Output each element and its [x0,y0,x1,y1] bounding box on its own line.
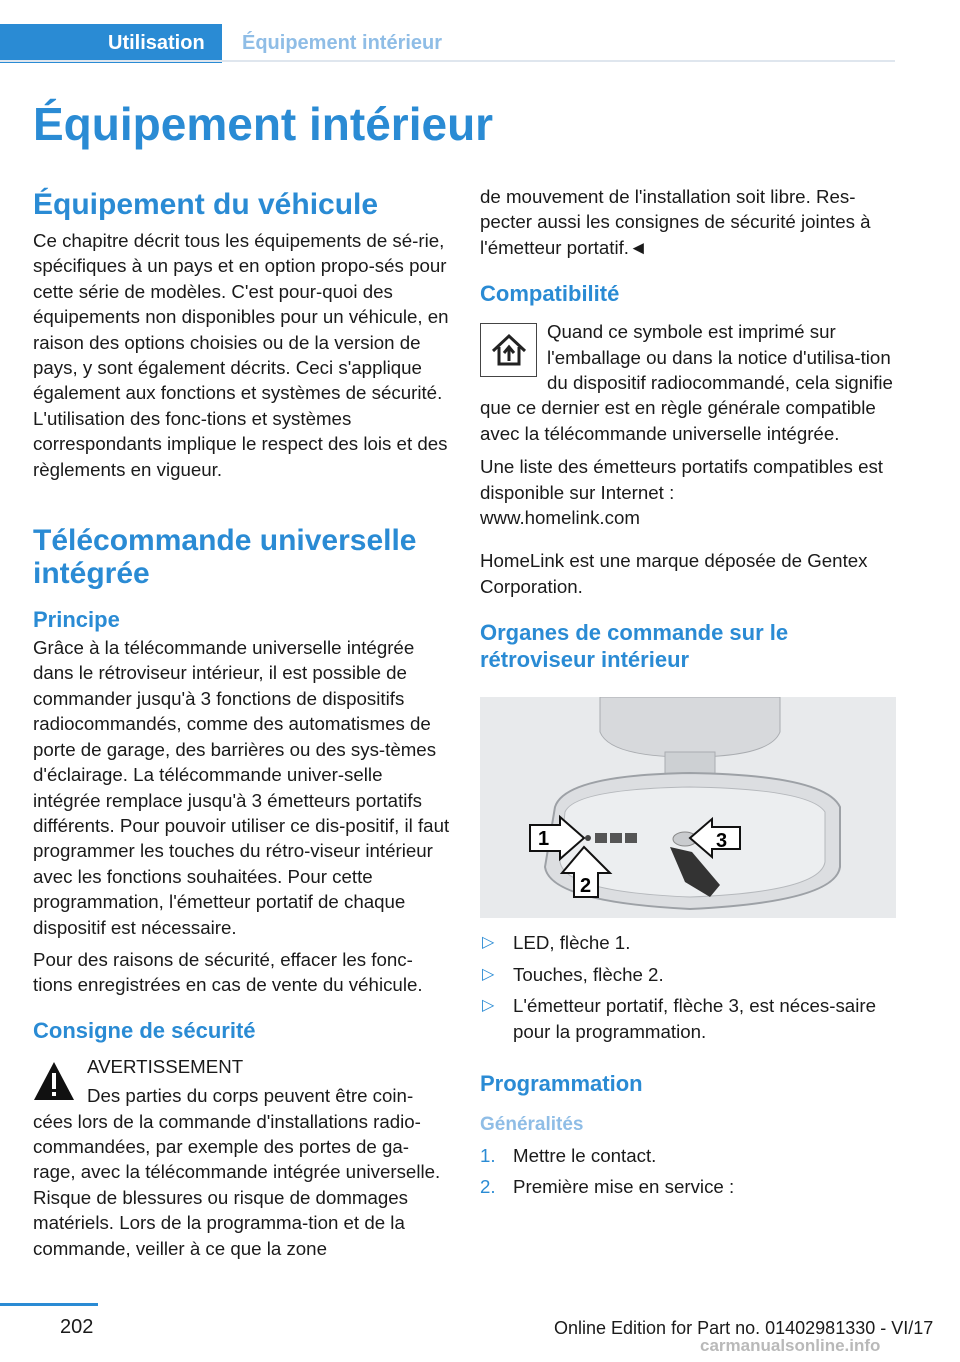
header-rule [0,60,895,62]
warning-continuation: de mouvement de l'installation soit libre. Res-pecter aussi les consignes de sécurité jointes à l'émetteur portatif.◄ [480,186,871,258]
watermark: carmanualsonline.info [700,1336,881,1355]
trademark-paragraph: HomeLink est une marque déposée de Gentex Corporation. [480,550,868,597]
erase-paragraph: Pour des raisons de sécurité, effacer les fonc-tions enregistrées en cas de vente du véhicule. [33,948,423,996]
edition-note: Online Edition for Part no. 01402981330 - VI/17 [554,1318,934,1338]
principle-paragraph: Grâce à la télécommande universelle intégrée dans le rétroviseur intérieur, il est possible de commander jusqu'à 3 fonctions de dispositifs radiocommandés, comme des automatismes de porte de garage, des barrières ou des sys-tèmes d'éclairage. La télécommande univer-selle intégrée remplace jusqu'à 3 émetteurs portatifs différents. Pour pouvoir utiliser ce dis-positif, il faut programmer les touches du rétro-viseur intérieur avec les fonctions souhaitées. Pour cette programmation, l'émetteur portatif de chaque dispositif est nécessaire. [33,637,450,938]
step-item: 2. Première mise en service : [480,1176,735,1198]
list-item: ▷ Touches, flèche 2. [480,962,898,987]
warning-block [33,1054,451,1261]
heading-controls: Organes de commande sur le rétroviseur intérieur [480,620,789,673]
page-number: 202 [60,1316,94,1338]
steps-list [480,1143,898,1200]
warning-label: AVERTISSEMENT [87,1055,244,1077]
bullet-triangle-icon: ▷ [482,965,495,983]
bullet-triangle-icon: ▷ [482,934,495,952]
homelink-house-icon [480,323,537,377]
left-column [33,188,451,1261]
figure-label-3: 3 [716,830,728,853]
warning-triangle-icon [33,1060,75,1102]
section-tab[interactable]: Utilisation [0,24,222,63]
heading-compatibility: Compatibilité [480,281,620,307]
list-item: ▷ L'émetteur portatif, flèche 3, est néces-saire pour la programmation. [482,995,876,1042]
compatibility-block [480,319,898,446]
step-item: 1. Mettre le contact. [480,1144,657,1166]
right-column [480,184,898,1200]
mirror-figure [480,697,896,918]
footer-rule [0,1303,98,1306]
heading-general: Généralités [480,1113,584,1135]
chapter-tab[interactable]: Équipement intérieur [242,32,443,54]
heading-principle: Principe [33,607,120,633]
figure-label-2: 2 [580,875,592,898]
bullet-triangle-icon: ▷ [482,997,495,1015]
page-title: Équipement intérieur [33,98,494,150]
heading-universal-remote: Télécommande universelle intégrée [33,524,417,591]
compatibility-paragraph: Quand ce symbole est imprimé sur l'emballage ou dans la notice d'utilisa-tion du dispositif radiocommandé, cela signifie que ce dernier est en règle générale compatible avec la télécommande universelle intégrée. [480,321,893,444]
heading-safety: Consigne de sécurité [33,1017,256,1043]
heading-programming: Programmation [480,1070,643,1096]
homelink-url[interactable]: www.homelink.com [480,507,640,529]
compatible-list-paragraph: Une liste des émetteurs portatifs compatibles est disponible sur Internet : [480,456,884,503]
figure-label-1: 1 [538,828,550,851]
heading-vehicle: Équipement du véhicule [33,188,379,221]
warning-paragraph: Des parties du corps peuvent être coin-cées lors de la commande d'installations radio-commandées, par exemple des portes de ga-rage, avec la télécommande intégrée universelle. Risque de blessures ou risque de dommages matériels. Lors de la programma-tion et de la commande, veiller à ce que la zone [33,1085,441,1259]
vehicle-paragraph: Ce chapitre décrit tous les équipements de sé-rie, spécifiques à un pays et en option propo-sés pour cette série de modèles. C'est pour-quoi des équipements non disponibles pour un véhicule, en raison des options choisies ou de la version de pays, y sont également décrits. Ceci s'applique également aux fonctions et systèmes de sécurité. L'utilisation des fonc-tions et systèmes correspondants implique le respect des lois et des règlements en vigueur. [33,230,449,480]
list-item: ▷ LED, flèche 1. [480,930,898,955]
controls-list [480,930,898,1044]
